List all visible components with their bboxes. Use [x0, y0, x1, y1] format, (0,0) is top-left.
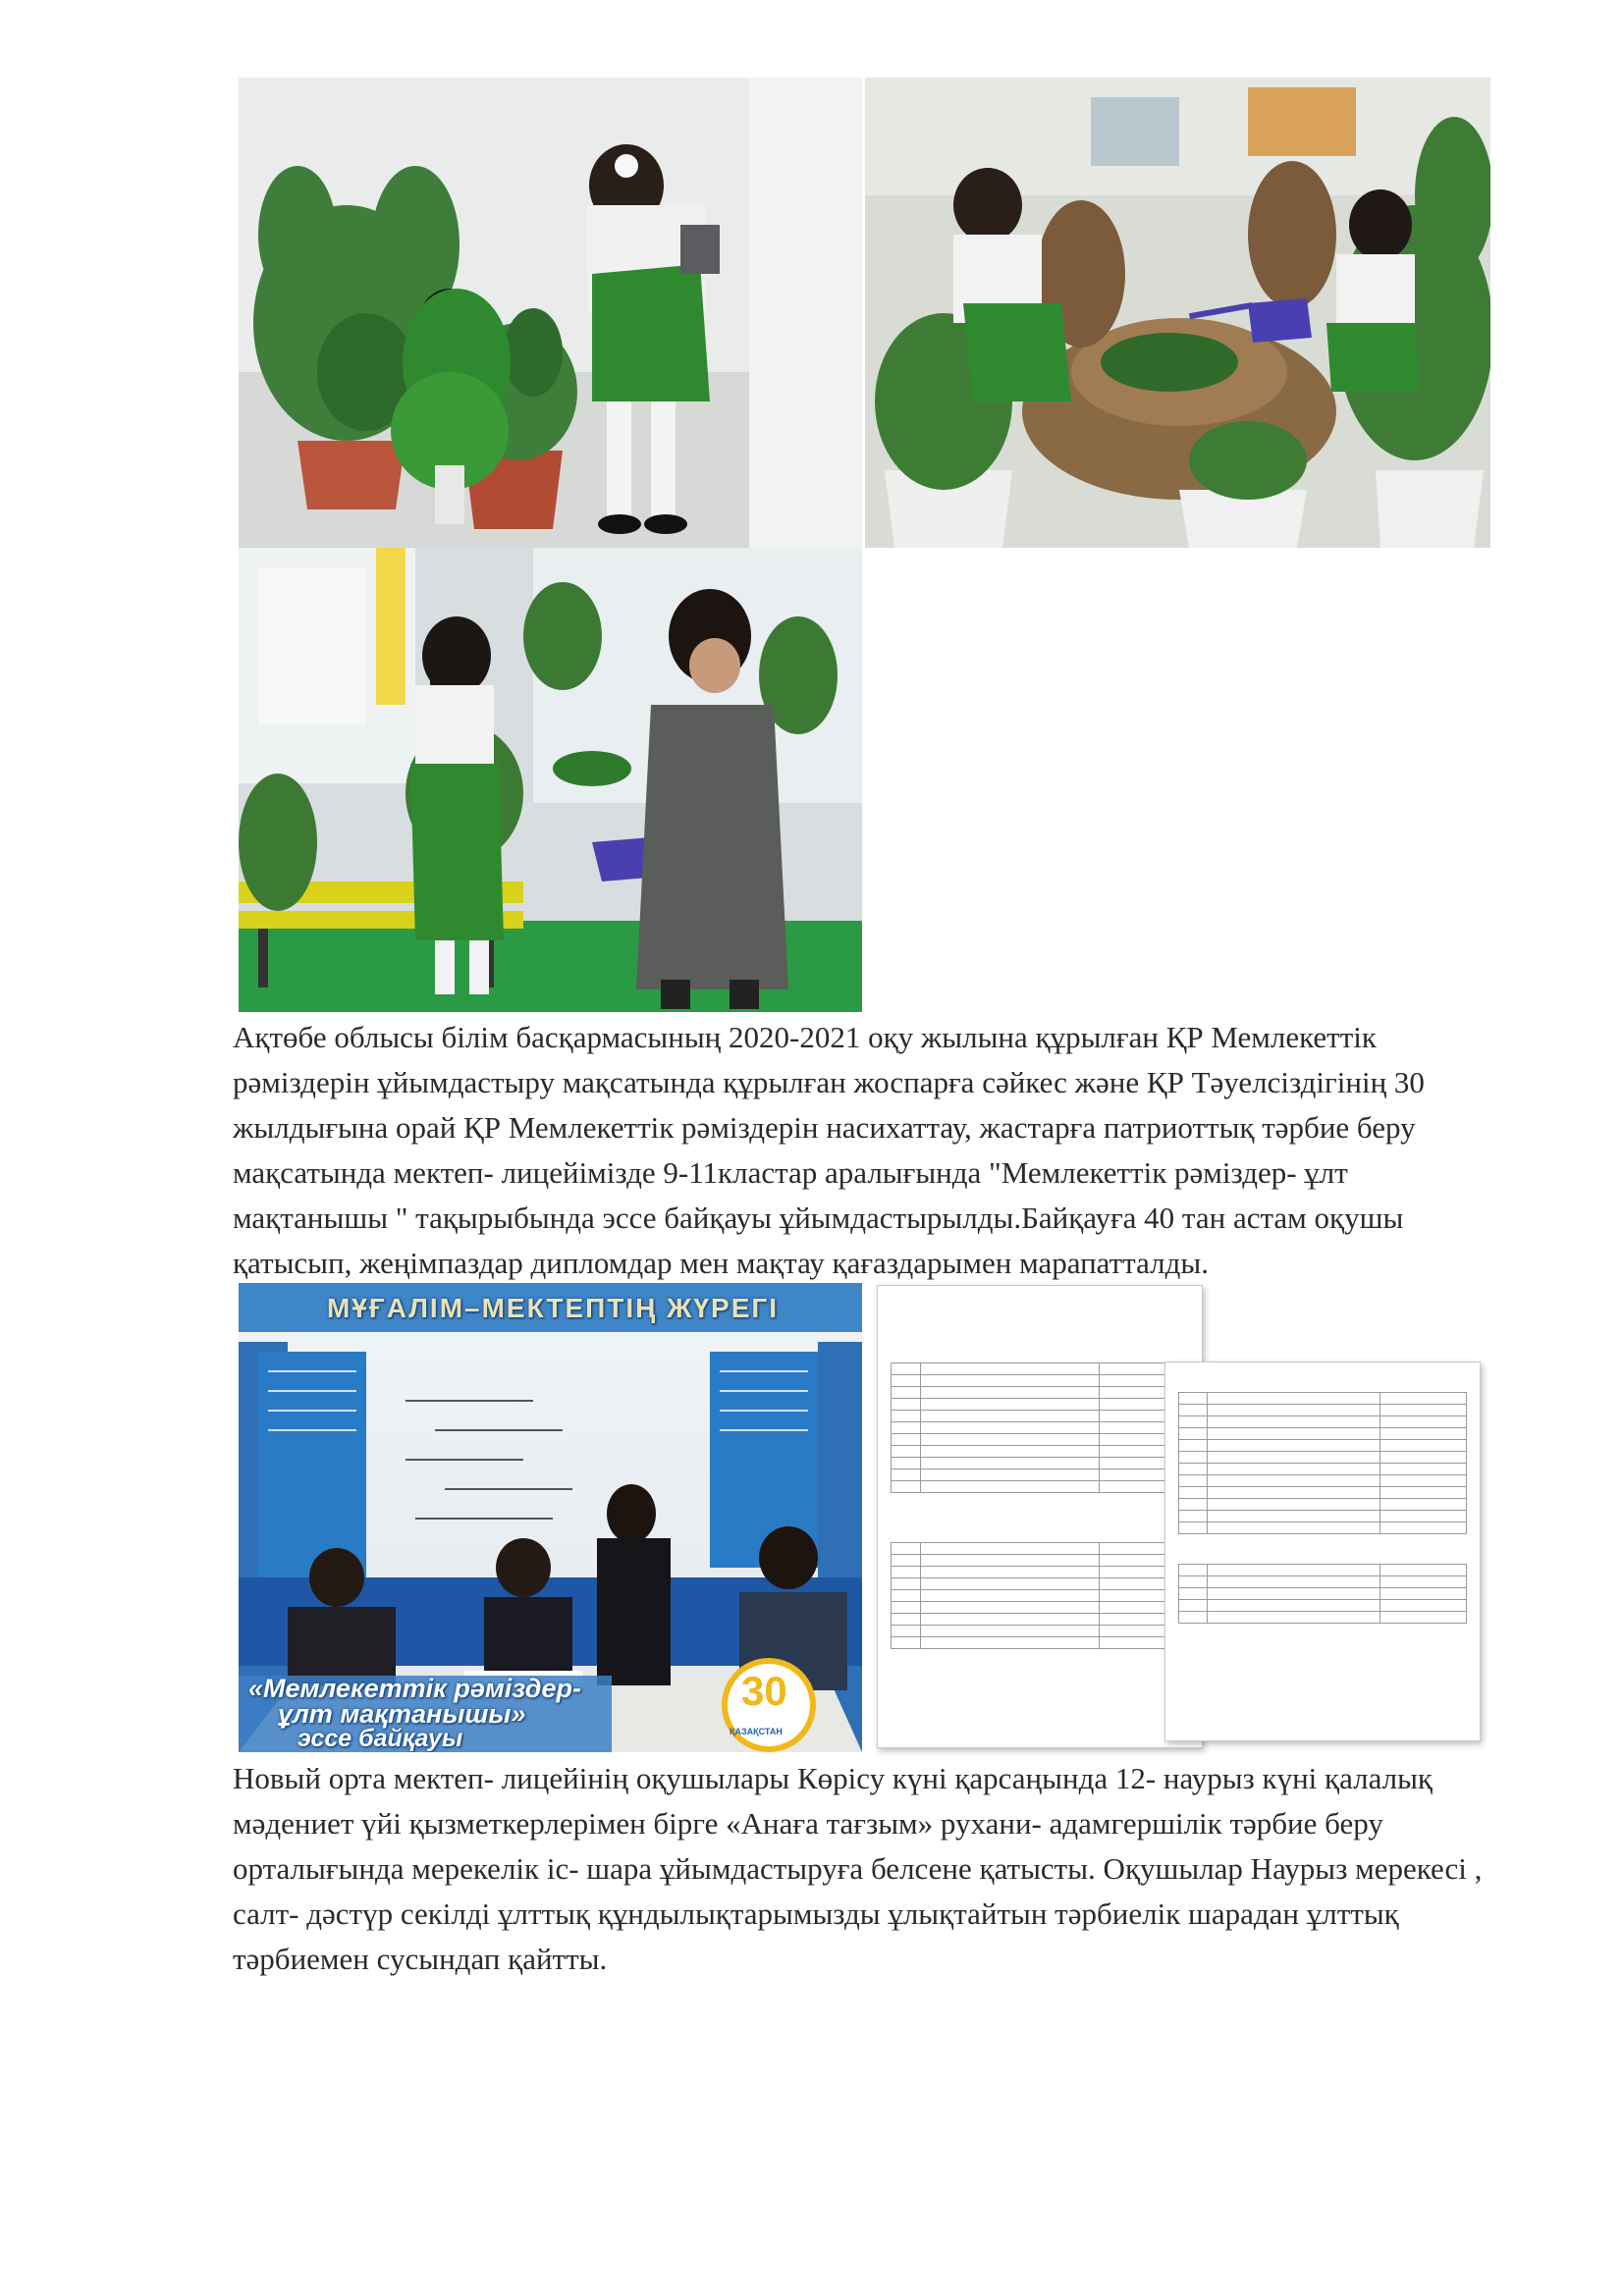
banner-line-2: ұлт мақтанышы»: [278, 1699, 526, 1729]
banner-line-3: эссе байқауы: [298, 1725, 463, 1752]
photo-students-plants: [239, 78, 862, 548]
paragraph-nauryz-event: [233, 1756, 1499, 1982]
photo-contest-meeting: [239, 1283, 862, 1752]
anniversary-logo-number: 30: [741, 1668, 787, 1714]
participant-list-sheet-1: [877, 1285, 1203, 1748]
anniversary-logo-caption: ҚАЗАҚСТАН: [730, 1727, 783, 1736]
photo-participant-lists: [865, 1283, 1490, 1752]
photo-teacher-student: [239, 548, 862, 1012]
wall-title: МҰҒАЛІМ–МЕКТЕПТІҢ ЖҮРЕГІ: [326, 1293, 780, 1323]
banner-line-1: «Мемлекеттік рәміздер-: [248, 1674, 581, 1703]
photo-students-watering: [865, 78, 1490, 548]
participant-list-sheet-2: [1164, 1362, 1481, 1741]
paragraph-text: Новый орта мектеп- лицейінің оқушылары Көрісу күні қарсаңында 12- наурыз күні қалалық мәдениет үйі қызметкерлерімен бірге «Анаға тағзым» рухани- адамгершілік тәрбие беру орталығында мерекелік іс- шара ұйымдастыруға белсене қатысты. Оқушылар Наурыз мерекесі , салт- дәстүр секілді ұлттық құндылықтарымызды ұлықтайтын тәрбиелік шарадан ұлттық тәрбиемен сусындап қайтты.: [233, 1761, 1483, 1976]
paragraph-essay-contest: [233, 1015, 1499, 1286]
paragraph-text: Ақтөбе облысы білім басқармасының 2020-2021 оқу жылына құрылған ҚР Мемлекеттік рәміздерін ұйымдастыру мақсатында құрылған жоспарға сәйкес және ҚР Тәуелсіздігінің 30 жылдығына орай ҚР Мемлекеттік рәміздерін насихаттау, жастарға патриоттық тәрбие беру мақсатында мектеп- лицейімізде 9-11кластар аралығында "Мемлекеттік рәміздер- ұлт мақтанышы " тақырыбында эссе байқауы ұйымдастырылды.Байқауға 40 тан астам оқушы қатысып, жеңімпаздар дипломдар мен мақтау қағаздарымен марапатталды.: [233, 1020, 1425, 1280]
